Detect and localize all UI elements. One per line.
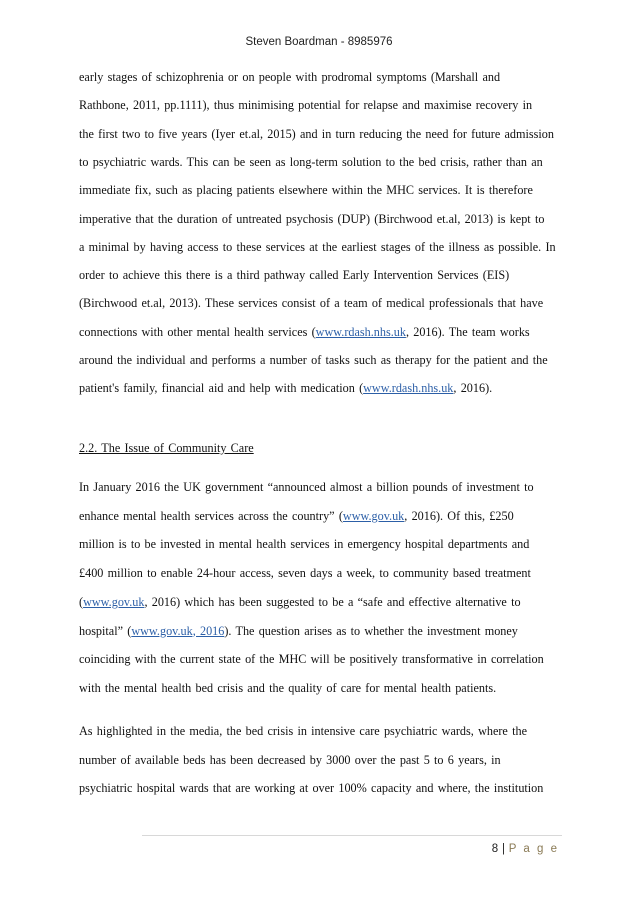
line-text: to psychiatric wards. This can be seen as long-term solution to the bed crisis, rather than an (79, 154, 543, 169)
line-text: million is to be invested in mental health services in emergency hospital departments and (79, 537, 530, 552)
page-header: Steven Boardman - 8985976 (245, 36, 393, 48)
paragraph1-line (79, 155, 543, 170)
paragraph1-line (79, 268, 509, 283)
paragraph3-line (79, 781, 543, 796)
line-text: around the individual and performs a number of tasks such as therapy for the patient and the (79, 353, 548, 367)
line-text: imperative that the duration of untreated psychosis (DUP) (Birchwood et.al, 2013) is kept to (79, 211, 545, 226)
paragraph1-line (79, 127, 554, 142)
line-text: coinciding with the current state of the MHC will be positively transformative in correlation (79, 652, 544, 667)
line-text: the first two to five years (Iyer et.al, 2015) and in turn reducing the need for future admission (79, 126, 554, 141)
reference-link[interactable]: www.gov.uk (83, 594, 145, 609)
line-text: enhance mental health services across the country” ( (79, 508, 343, 523)
footer-separator: | (501, 843, 506, 855)
paragraph3-line (79, 724, 527, 739)
paragraph2-line (79, 480, 534, 495)
paragraph2-line (79, 566, 531, 581)
paragraph1-line (79, 183, 533, 198)
line-text: , 2016) which has been suggested to be a “safe and effective alternative to (144, 594, 521, 609)
footer-divider (142, 835, 562, 836)
line-text: In January 2016 the UK government “announced almost a billion pounds of investment to (79, 480, 534, 494)
line-text: Rathbone, 2011, pp.1111), thus minimising potential for relapse and maximise recovery in (79, 98, 533, 113)
paragraph1-line (79, 325, 530, 340)
page-label: P a g e (508, 843, 559, 855)
paragraph3-line (79, 753, 501, 768)
reference-link[interactable]: www.rdash.nhs.uk (363, 381, 454, 396)
line-text: (Birchwood et.al, 2013). These services consist of a team of medical professionals that have (79, 296, 544, 311)
paragraph1-line (79, 98, 532, 113)
paragraph2-line (79, 652, 544, 667)
line-text: connections with other mental health services ( (79, 324, 316, 339)
paragraph1-line (79, 296, 543, 311)
line-text: ( (79, 594, 84, 609)
line-text: order to achieve this there is a third pathway called Early Intervention Services (EIS) (79, 268, 510, 283)
line-text: hospital” ( (79, 623, 132, 638)
line-text: with the mental health bed crisis and the quality of care for mental health patients. (79, 680, 497, 695)
line-text: psychiatric hospital wards that are working at over 100% capacity and where, the institution (79, 781, 544, 795)
paragraph1-line (79, 240, 556, 255)
line-text: number of available beds has been decreased by 3000 over the past 5 to 6 years, in (79, 752, 501, 767)
page-number: 8 (491, 843, 499, 855)
line-text: £400 million to enable 24-hour access, seven days a week, to community based treatment (79, 566, 531, 581)
paragraph2-line (79, 595, 521, 610)
line-text: a minimal by having access to these services at the earliest stages of the illness as possible. In (79, 239, 556, 254)
paragraph1-line (79, 212, 544, 227)
line-text: , 2016). (453, 381, 493, 396)
line-text: early stages of schizophrenia or on people with prodromal symptoms (Marshall and (79, 70, 501, 84)
line-text: , 2016). The team works (405, 324, 530, 339)
section-heading: 2.2. The Issue of Community Care (79, 441, 254, 455)
line-text: , 2016). Of this, £250 (404, 508, 514, 523)
paragraph1-line (79, 353, 548, 368)
line-text: patient's family, financial aid and help with medication ( (79, 381, 364, 396)
line-text: As highlighted in the media, the bed crisis in intensive care psychiatric wards, where the (79, 724, 527, 738)
reference-link[interactable]: www.rdash.nhs.uk (315, 324, 406, 339)
paragraph1-line (79, 381, 492, 396)
reference-link[interactable]: www.gov.uk, 2016 (131, 623, 225, 638)
line-text: ). The question arises as to whether the investment money (224, 623, 518, 638)
line-text: immediate fix, such as placing patients elsewhere within the MHC services. It is therefore (79, 183, 533, 198)
reference-link[interactable]: www.gov.uk (342, 508, 405, 523)
paragraph2-line (79, 681, 496, 696)
page-footer (492, 843, 559, 855)
paragraph2-line (79, 509, 514, 524)
paragraph2-line (79, 624, 518, 639)
paragraph2-line (79, 537, 529, 552)
paragraph1-line (79, 70, 500, 85)
